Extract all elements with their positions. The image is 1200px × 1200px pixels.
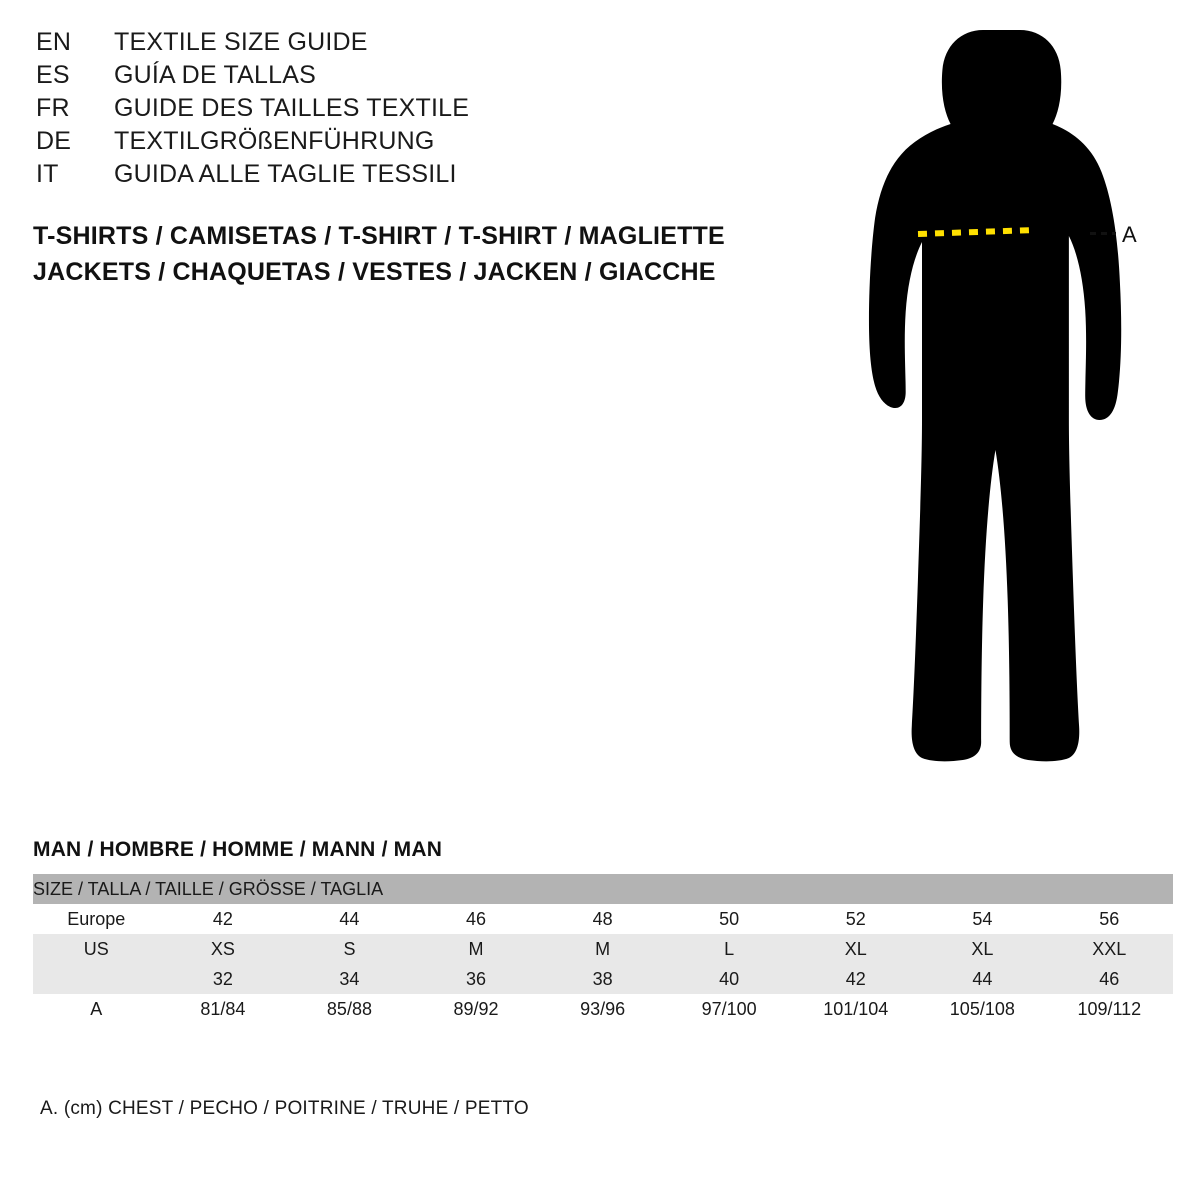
language-code: DE — [36, 127, 72, 155]
table-cell: XL — [792, 934, 919, 964]
table-cell: 105/108 — [919, 994, 1046, 1024]
language-title: GUIDE DES TAILLES TEXTILE — [114, 94, 470, 122]
table-cell: 32 — [160, 964, 287, 994]
language-code: IT — [36, 160, 59, 188]
chest-footnote: A. (cm) CHEST / PECHO / POITRINE / TRUHE / PETTO — [40, 1098, 529, 1119]
table-row — [33, 904, 1173, 934]
table-cell: 93/96 — [539, 994, 666, 1024]
category-jackets: JACKETS / CHAQUETAS / VESTES / JACKEN / GIACCHE — [33, 258, 716, 286]
table-cell: L — [666, 934, 793, 964]
table-cell: 34 — [286, 964, 413, 994]
garment-categories — [33, 218, 773, 290]
size-table-section — [33, 838, 1173, 1024]
language-code: EN — [36, 28, 72, 56]
language-title: TEXTILGRÖßENFÜHRUNG — [114, 127, 435, 155]
table-cell: 50 — [666, 904, 793, 934]
language-title: TEXTILE SIZE GUIDE — [114, 28, 368, 56]
table-cell: 46 — [413, 904, 540, 934]
language-list — [36, 28, 736, 193]
table-cell: 101/104 — [792, 994, 919, 1024]
table-cell: 109/112 — [1046, 994, 1173, 1024]
table-cell: 89/92 — [413, 994, 540, 1024]
language-row — [36, 94, 736, 127]
table-cell: XL — [919, 934, 1046, 964]
measure-label-a: A — [1122, 222, 1137, 247]
table-cell: 40 — [666, 964, 793, 994]
table-title-man: MAN / HOMBRE / HOMME / MANN / MAN — [33, 838, 443, 861]
table-cell: 85/88 — [286, 994, 413, 1024]
row-label — [33, 964, 160, 994]
table-row — [33, 964, 1173, 994]
language-row — [36, 160, 736, 193]
table-cell: 36 — [413, 964, 540, 994]
language-code: FR — [36, 94, 70, 122]
table-cell: 42 — [160, 904, 287, 934]
table-cell: XS — [160, 934, 287, 964]
table-cell: 97/100 — [666, 994, 793, 1024]
table-cell: 48 — [539, 904, 666, 934]
language-row — [36, 28, 736, 61]
row-label: US — [33, 934, 160, 964]
male-silhouette-icon — [820, 20, 1180, 790]
table-row — [33, 994, 1173, 1024]
table-cell: 54 — [919, 904, 1046, 934]
row-label: A — [33, 994, 160, 1024]
table-row — [33, 934, 1173, 964]
table-cell: 46 — [1046, 964, 1173, 994]
table-cell: XXL — [1046, 934, 1173, 964]
table-cell: 44 — [286, 904, 413, 934]
language-code: ES — [36, 61, 70, 89]
language-title: GUÍA DE TALLAS — [114, 61, 316, 89]
table-header-row — [33, 874, 1173, 904]
table-cell: 38 — [539, 964, 666, 994]
body-silhouette-figure — [820, 20, 1180, 790]
table-cell: S — [286, 934, 413, 964]
table-cell: 56 — [1046, 904, 1173, 934]
table-cell: 44 — [919, 964, 1046, 994]
table-cell: M — [539, 934, 666, 964]
language-title: GUIDA ALLE TAGLIE TESSILI — [114, 160, 457, 188]
table-header-label: SIZE / TALLA / TAILLE / GRÖSSE / TAGLIA — [33, 874, 1173, 904]
table-cell: 81/84 — [160, 994, 287, 1024]
category-tshirts: T-SHIRTS / CAMISETAS / T-SHIRT / T-SHIRT / MAGLIETTE — [33, 222, 725, 250]
language-row — [36, 61, 736, 94]
table-cell: 42 — [792, 964, 919, 994]
table-cell: M — [413, 934, 540, 964]
measure-leader-line — [1090, 232, 1116, 235]
size-table — [33, 874, 1173, 1024]
table-cell: 52 — [792, 904, 919, 934]
language-row — [36, 127, 736, 160]
row-label: Europe — [33, 904, 160, 934]
